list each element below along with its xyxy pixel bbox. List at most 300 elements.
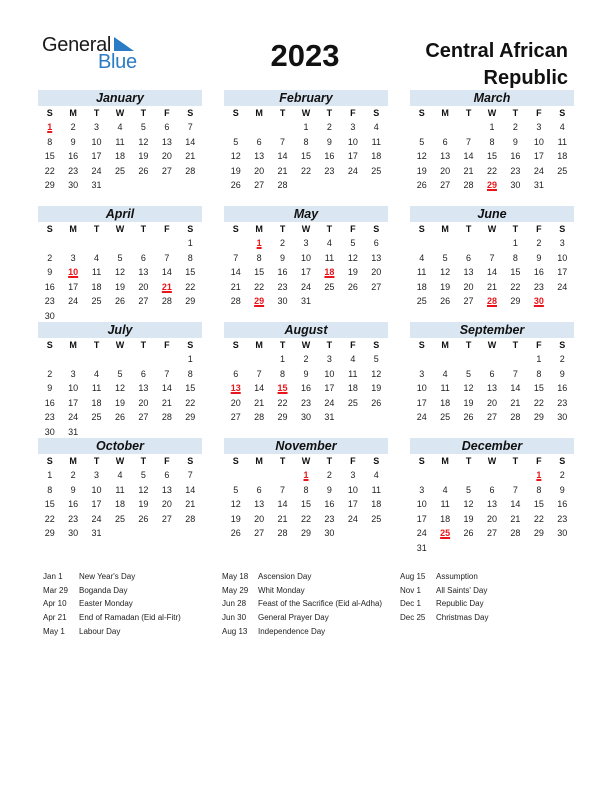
day-number: 19 bbox=[440, 281, 451, 292]
day-number: 18 bbox=[91, 397, 102, 408]
day-number: 21 bbox=[185, 499, 196, 509]
weekday-label: S bbox=[187, 108, 194, 118]
day-number: 22 bbox=[533, 513, 544, 524]
logo-word-blue: Blue bbox=[98, 51, 137, 73]
day-number: 8 bbox=[47, 136, 53, 147]
day-number: 3 bbox=[326, 354, 332, 364]
day-number: 7 bbox=[512, 368, 518, 379]
day-number: 8 bbox=[489, 136, 495, 147]
day-cell bbox=[132, 280, 155, 295]
day-cell bbox=[410, 135, 433, 150]
day-cell bbox=[38, 367, 61, 382]
day-cell bbox=[480, 410, 503, 425]
day-cell bbox=[61, 149, 84, 164]
weekday-label: S bbox=[46, 224, 53, 234]
day-number: 10 bbox=[324, 368, 335, 379]
weekday-label: W bbox=[487, 224, 497, 234]
holiday-item bbox=[43, 597, 181, 611]
day-cell bbox=[551, 251, 574, 266]
day-number: 13 bbox=[371, 252, 382, 263]
day-cell bbox=[480, 381, 503, 396]
day-cell bbox=[504, 396, 527, 411]
month-november bbox=[224, 438, 388, 541]
day-cell bbox=[294, 526, 317, 541]
holiday-name: General Prayer Day bbox=[258, 613, 329, 623]
day-cell bbox=[318, 352, 341, 367]
day-number: 14 bbox=[510, 499, 521, 509]
day-cell bbox=[224, 251, 247, 266]
day-cell bbox=[61, 512, 84, 527]
holiday-day-cell bbox=[61, 265, 84, 280]
day-number: 27 bbox=[138, 412, 149, 422]
day-number: 18 bbox=[440, 397, 451, 408]
day-cell bbox=[271, 367, 294, 382]
day-cell bbox=[38, 483, 61, 498]
day-cell bbox=[365, 164, 388, 179]
day-number: 11 bbox=[371, 136, 381, 147]
weekday-label: S bbox=[559, 340, 566, 350]
day-number: 24 bbox=[68, 296, 79, 306]
weekday-label: S bbox=[373, 456, 380, 466]
day-cell bbox=[108, 294, 131, 309]
day-cell bbox=[85, 280, 108, 295]
day-number: 18 bbox=[114, 151, 125, 161]
day-number: 20 bbox=[138, 397, 149, 408]
empty-cell bbox=[61, 236, 84, 251]
day-number: 4 bbox=[419, 252, 425, 263]
day-cell bbox=[433, 483, 456, 498]
logo bbox=[42, 34, 142, 74]
day-number: 25 bbox=[114, 513, 125, 524]
day-number: 26 bbox=[114, 412, 125, 422]
day-number: 16 bbox=[300, 383, 311, 393]
weekday-label: T bbox=[512, 340, 519, 350]
day-cell bbox=[224, 149, 247, 164]
holiday-day-cell bbox=[318, 265, 341, 280]
day-number: 5 bbox=[466, 368, 472, 379]
day-cell bbox=[179, 236, 202, 251]
day-cell bbox=[527, 396, 550, 411]
day-number: 15 bbox=[185, 383, 196, 393]
empty-cell bbox=[433, 236, 456, 251]
weekday-label: T bbox=[326, 340, 333, 350]
day-cell bbox=[457, 483, 480, 498]
day-cell bbox=[247, 265, 270, 280]
day-number: 14 bbox=[277, 151, 288, 161]
day-number: 7 bbox=[466, 136, 472, 147]
weekday-label: S bbox=[559, 456, 566, 466]
day-number: 21 bbox=[277, 513, 288, 524]
holiday-item bbox=[222, 584, 382, 598]
day-number: 27 bbox=[486, 412, 497, 422]
day-cell bbox=[85, 251, 108, 266]
day-number: 29 bbox=[510, 296, 521, 306]
day-number: 5 bbox=[140, 122, 146, 132]
weekday-label: T bbox=[93, 456, 100, 466]
day-number: 30 bbox=[510, 180, 521, 190]
day-number: 12 bbox=[463, 499, 474, 509]
day-number: 15 bbox=[300, 151, 311, 161]
day-cell bbox=[294, 497, 317, 512]
day-cell bbox=[480, 497, 503, 512]
day-number: 10 bbox=[91, 484, 102, 495]
day-number: 17 bbox=[68, 397, 79, 408]
day-cell bbox=[341, 396, 364, 411]
weekday-label: F bbox=[164, 456, 170, 466]
day-cell bbox=[480, 120, 503, 135]
day-cell bbox=[457, 396, 480, 411]
day-cell bbox=[132, 396, 155, 411]
empty-cell bbox=[38, 352, 61, 367]
day-cell bbox=[457, 410, 480, 425]
day-number: 2 bbox=[512, 122, 518, 132]
day-number: 12 bbox=[440, 267, 451, 277]
empty-cell bbox=[480, 236, 503, 251]
day-number: 7 bbox=[489, 252, 495, 263]
day-number: 24 bbox=[347, 165, 358, 176]
day-cell bbox=[38, 294, 61, 309]
holiday-column bbox=[43, 570, 181, 638]
empty-cell bbox=[457, 352, 480, 367]
day-cell bbox=[365, 512, 388, 527]
day-cell bbox=[551, 410, 574, 425]
day-cell bbox=[551, 265, 574, 280]
day-number: 23 bbox=[68, 513, 79, 524]
weekday-label: M bbox=[69, 224, 77, 234]
day-cell bbox=[224, 367, 247, 382]
day-cell bbox=[108, 251, 131, 266]
day-cell bbox=[294, 164, 317, 179]
day-cell bbox=[38, 164, 61, 179]
day-cell bbox=[61, 120, 84, 135]
day-number: 18 bbox=[371, 151, 382, 161]
day-grid bbox=[224, 223, 388, 309]
day-number: 4 bbox=[559, 122, 565, 132]
day-number: 8 bbox=[280, 368, 286, 379]
day-grid bbox=[410, 455, 574, 555]
day-number: 11 bbox=[115, 484, 125, 495]
month-july bbox=[38, 322, 202, 439]
day-cell bbox=[179, 512, 202, 527]
day-number: 24 bbox=[91, 513, 102, 524]
day-number: 12 bbox=[114, 383, 125, 393]
day-number: 26 bbox=[440, 296, 451, 306]
day-number: 5 bbox=[233, 136, 239, 147]
day-cell bbox=[365, 396, 388, 411]
month-header: February bbox=[224, 90, 388, 106]
day-number: 27 bbox=[254, 180, 265, 190]
day-cell bbox=[108, 497, 131, 512]
day-number: 5 bbox=[117, 368, 123, 379]
weekday-label: T bbox=[465, 108, 472, 118]
day-cell bbox=[155, 135, 178, 150]
day-number: 27 bbox=[230, 412, 241, 422]
day-number: 22 bbox=[300, 165, 311, 176]
day-number: 12 bbox=[138, 136, 149, 147]
day-cell bbox=[224, 265, 247, 280]
day-cell bbox=[38, 381, 61, 396]
day-cell bbox=[504, 135, 527, 150]
day-grid bbox=[38, 455, 202, 541]
weekday-label: W bbox=[301, 340, 311, 350]
empty-cell bbox=[457, 468, 480, 483]
day-cell bbox=[224, 178, 247, 193]
logo-triangle-icon bbox=[114, 37, 134, 51]
day-cell bbox=[132, 120, 155, 135]
day-number: 5 bbox=[442, 252, 448, 263]
day-number: 22 bbox=[300, 513, 311, 524]
day-number: 17 bbox=[533, 151, 544, 161]
day-number: 29 bbox=[44, 528, 55, 538]
day-number: 3 bbox=[70, 252, 76, 263]
day-cell bbox=[480, 396, 503, 411]
day-number: 21 bbox=[486, 281, 497, 292]
holiday-day-cell bbox=[480, 178, 503, 193]
day-number: 31 bbox=[324, 412, 335, 422]
day-cell bbox=[410, 483, 433, 498]
weekday-label: S bbox=[373, 108, 380, 118]
day-number: 28 bbox=[161, 296, 172, 306]
day-number: 16 bbox=[557, 499, 568, 509]
day-cell bbox=[365, 497, 388, 512]
holiday-day-cell bbox=[527, 294, 550, 309]
day-cell bbox=[271, 251, 294, 266]
weekday-label: W bbox=[115, 456, 125, 466]
day-number: 30 bbox=[533, 296, 544, 306]
day-number: 14 bbox=[277, 499, 288, 509]
day-number: 10 bbox=[300, 252, 311, 263]
empty-cell bbox=[480, 468, 503, 483]
day-number: 28 bbox=[510, 528, 521, 538]
day-cell bbox=[433, 251, 456, 266]
day-cell bbox=[224, 497, 247, 512]
day-cell bbox=[410, 265, 433, 280]
day-cell bbox=[551, 497, 574, 512]
day-cell bbox=[132, 164, 155, 179]
day-number: 17 bbox=[324, 383, 335, 393]
day-cell bbox=[504, 294, 527, 309]
day-cell bbox=[247, 512, 270, 527]
holiday-name: All Saints' Day bbox=[436, 585, 488, 595]
weekday-label: T bbox=[140, 108, 147, 118]
day-cell bbox=[410, 526, 433, 541]
day-number: 23 bbox=[44, 296, 55, 306]
day-grid bbox=[224, 339, 388, 425]
day-number: 16 bbox=[557, 383, 568, 393]
day-cell bbox=[341, 352, 364, 367]
day-number: 10 bbox=[347, 136, 358, 147]
day-cell bbox=[38, 280, 61, 295]
day-number: 28 bbox=[510, 412, 521, 422]
day-number: 24 bbox=[300, 281, 311, 292]
day-number: 30 bbox=[300, 412, 311, 422]
day-cell bbox=[551, 164, 574, 179]
day-number: 19 bbox=[114, 397, 125, 408]
holiday-day-cell bbox=[224, 381, 247, 396]
weekday-label: T bbox=[465, 340, 472, 350]
day-number: 15 bbox=[533, 383, 544, 393]
day-number: 26 bbox=[138, 165, 149, 176]
empty-cell bbox=[247, 352, 270, 367]
day-cell bbox=[61, 410, 84, 425]
day-number: 21 bbox=[254, 397, 265, 408]
day-number: 24 bbox=[533, 165, 544, 176]
day-cell bbox=[318, 164, 341, 179]
day-cell bbox=[410, 367, 433, 382]
day-cell bbox=[38, 178, 61, 193]
day-number: 31 bbox=[300, 296, 311, 306]
holiday-date: Aug 15 bbox=[400, 572, 426, 581]
day-cell bbox=[504, 164, 527, 179]
weekday-label: T bbox=[279, 456, 286, 466]
day-number: 5 bbox=[140, 470, 146, 480]
day-cell bbox=[85, 497, 108, 512]
day-number: 13 bbox=[161, 484, 172, 495]
day-number: 19 bbox=[463, 513, 474, 524]
day-cell bbox=[341, 483, 364, 498]
day-cell bbox=[155, 396, 178, 411]
day-number: 8 bbox=[256, 252, 262, 263]
weekday-label: W bbox=[487, 108, 497, 118]
day-number: 6 bbox=[489, 484, 495, 495]
day-number: 1 bbox=[256, 238, 262, 248]
empty-cell bbox=[457, 236, 480, 251]
day-number: 9 bbox=[536, 252, 542, 263]
day-cell bbox=[271, 280, 294, 295]
holiday-date: Apr 21 bbox=[43, 613, 67, 623]
day-number: 13 bbox=[486, 383, 497, 393]
day-cell bbox=[38, 497, 61, 512]
day-number: 7 bbox=[164, 368, 170, 379]
weekday-label: W bbox=[301, 108, 311, 118]
day-cell bbox=[247, 251, 270, 266]
day-number: 25 bbox=[347, 397, 358, 408]
day-number: 12 bbox=[230, 151, 241, 161]
day-number: 25 bbox=[91, 296, 102, 306]
day-cell bbox=[365, 149, 388, 164]
day-cell bbox=[318, 497, 341, 512]
weekday-label: S bbox=[418, 224, 425, 234]
day-cell bbox=[365, 251, 388, 266]
day-number: 29 bbox=[185, 296, 196, 306]
day-number: 11 bbox=[324, 252, 335, 263]
day-number: 10 bbox=[347, 484, 358, 495]
day-number: 22 bbox=[185, 397, 196, 408]
country-line-2: Republic bbox=[483, 67, 568, 89]
day-number: 20 bbox=[463, 281, 474, 292]
day-cell bbox=[61, 294, 84, 309]
month-march bbox=[410, 90, 574, 193]
empty-cell bbox=[224, 236, 247, 251]
day-cell bbox=[457, 164, 480, 179]
day-cell bbox=[294, 265, 317, 280]
day-cell bbox=[108, 512, 131, 527]
holiday-name: Independence Day bbox=[258, 626, 326, 636]
day-cell bbox=[527, 483, 550, 498]
day-number: 26 bbox=[347, 281, 358, 292]
holiday-item bbox=[400, 597, 488, 611]
day-cell bbox=[341, 497, 364, 512]
day-cell bbox=[247, 396, 270, 411]
day-number: 16 bbox=[324, 151, 335, 161]
day-cell bbox=[38, 425, 61, 440]
empty-cell bbox=[155, 352, 178, 367]
day-cell bbox=[341, 120, 364, 135]
day-number: 29 bbox=[254, 296, 265, 306]
day-number: 11 bbox=[557, 136, 567, 147]
weekday-label: T bbox=[512, 108, 519, 118]
day-cell bbox=[365, 352, 388, 367]
day-cell bbox=[504, 251, 527, 266]
day-cell bbox=[551, 352, 574, 367]
weekday-label: F bbox=[536, 340, 542, 350]
day-cell bbox=[551, 149, 574, 164]
empty-cell bbox=[457, 120, 480, 135]
day-cell bbox=[179, 251, 202, 266]
day-number: 28 bbox=[254, 412, 265, 422]
day-cell bbox=[318, 367, 341, 382]
day-cell bbox=[224, 526, 247, 541]
empty-cell bbox=[271, 120, 294, 135]
weekday-label: S bbox=[232, 224, 239, 234]
day-cell bbox=[504, 483, 527, 498]
day-number: 21 bbox=[230, 281, 241, 292]
weekday-label: M bbox=[69, 340, 77, 350]
day-number: 21 bbox=[277, 165, 288, 176]
day-number: 19 bbox=[371, 383, 382, 393]
day-number: 29 bbox=[300, 528, 311, 538]
day-cell bbox=[132, 410, 155, 425]
month-header: March bbox=[410, 90, 574, 106]
day-cell bbox=[365, 468, 388, 483]
weekday-label: W bbox=[115, 224, 125, 234]
weekday-label: T bbox=[512, 224, 519, 234]
weekday-label: M bbox=[441, 340, 449, 350]
day-number: 5 bbox=[466, 484, 472, 495]
year-title: 2023 bbox=[270, 38, 340, 73]
day-cell bbox=[480, 512, 503, 527]
day-number: 11 bbox=[348, 368, 358, 379]
day-cell bbox=[341, 367, 364, 382]
day-number: 6 bbox=[233, 368, 239, 379]
weekday-label: F bbox=[350, 224, 356, 234]
day-cell bbox=[155, 512, 178, 527]
empty-cell bbox=[85, 236, 108, 251]
day-cell bbox=[551, 526, 574, 541]
day-cell bbox=[457, 497, 480, 512]
day-cell bbox=[410, 396, 433, 411]
weekday-label: S bbox=[418, 340, 425, 350]
day-number: 6 bbox=[442, 136, 448, 147]
day-cell bbox=[108, 280, 131, 295]
day-cell bbox=[457, 512, 480, 527]
day-number: 17 bbox=[347, 499, 358, 509]
day-cell bbox=[271, 497, 294, 512]
day-cell bbox=[132, 381, 155, 396]
day-cell bbox=[410, 178, 433, 193]
day-cell bbox=[61, 483, 84, 498]
day-number: 6 bbox=[466, 252, 472, 263]
day-cell bbox=[504, 149, 527, 164]
day-cell bbox=[85, 120, 108, 135]
day-number: 21 bbox=[185, 151, 196, 161]
day-number: 20 bbox=[440, 165, 451, 176]
day-number: 20 bbox=[486, 513, 497, 524]
day-cell bbox=[480, 526, 503, 541]
day-cell bbox=[433, 497, 456, 512]
day-cell bbox=[132, 135, 155, 150]
day-cell bbox=[433, 396, 456, 411]
